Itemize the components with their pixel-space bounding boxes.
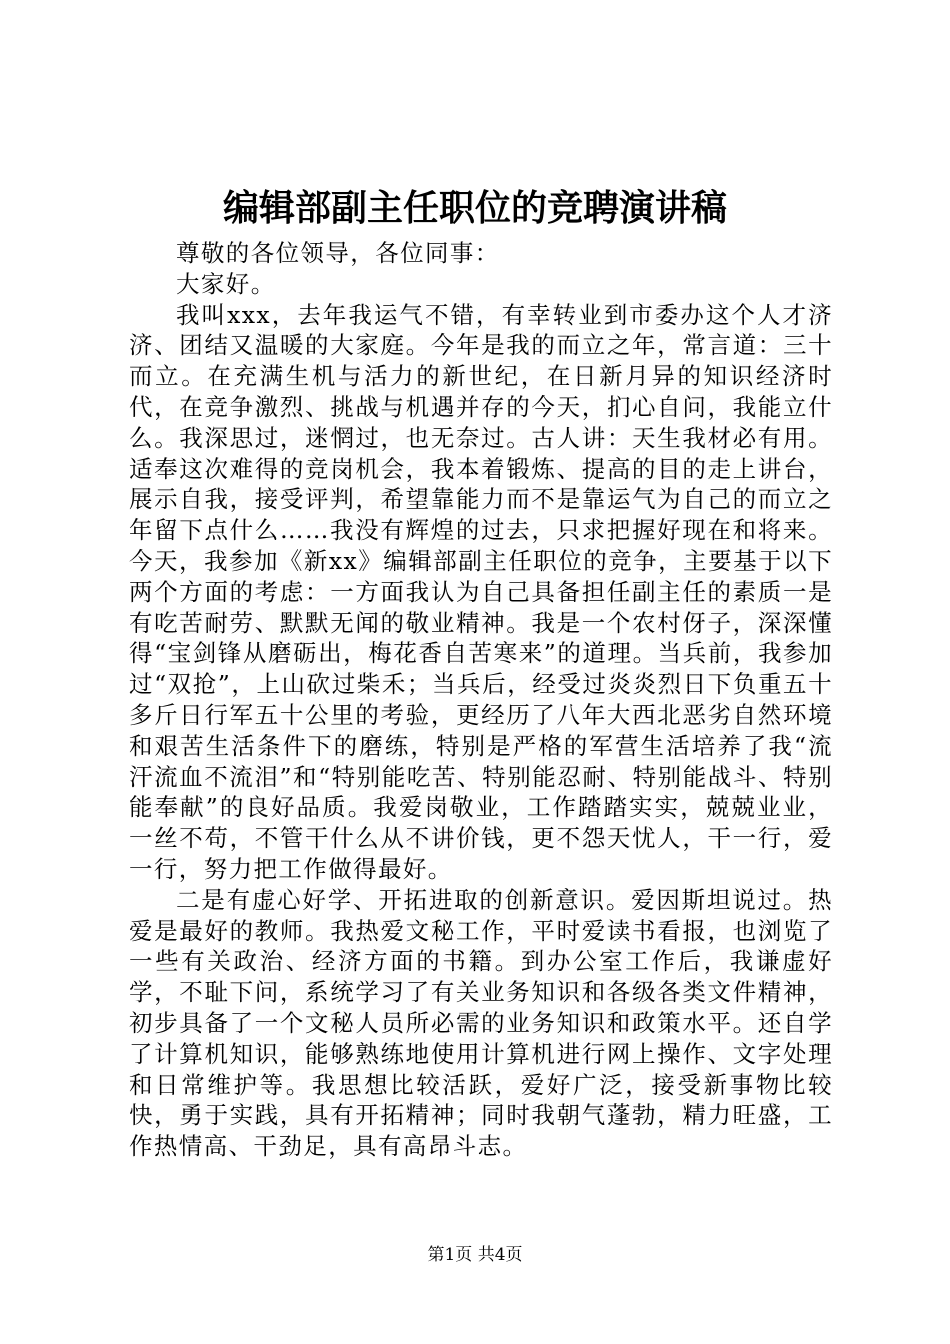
page-number-footer: 第1页 共4页 (427, 1245, 523, 1265)
salutation-paragraph: 尊敬的各位领导，各位同事： (176, 239, 500, 267)
body-paragraph-2: 二是有虚心好学、开拓进取的创新意识。爱因斯坦说过。热爱是最好的教师。我热爱文秘工作，平时爱读书看报，也浏览了一些有关政治、经济方面的书籍。到办公室工作后，我谦虚好学，不耻下问，系统学习了有关业务知识和各级各类文件精神，初步具备了一个文秘人员所必需的业务知识和政策水平。还自学了计算机知识，能够熟练地使用计算机进行网上操作、文字处理和日常维护等。我思想比较活跃，爱好广泛，接受新事物比较快，勇于实践，具有开拓精神；同时我朝气蓬勃，精力旺盛，工作热情高、干劲足，具有高昂斗志。 (129, 885, 833, 1161)
body-paragraph-1: 我叫xxx，去年我运气不错，有幸转业到市委办这个人才济济、团结又温暖的大家庭。今年是我的而立之年，常言道：三十而立。在充满生机与活力的新世纪，在日新月异的知识经济时代，在竞争激烈、挑战与机遇并存的今天，扪心自问，我能立什么。我深思过，迷惘过，也无奈过。古人讲：天生我材必有用。适奉这次难得的竞岗机会，我本着锻炼、提高的目的走上讲台，展示自我，接受评判，希望靠能力而不是靠运气为自己的而立之年留下点什么……我没有辉煌的过去，只求把握好现在和将来。今天，我参加《新xx》编辑部副主任职位的竞争，主要基于以下两个方面的考虑：一方面我认为自己具备担任副主任的素质一是有吃苦耐劳、默默无闻的敬业精神。我是一个农村伢子，深深懂得“宝剑锋从磨砺出，梅花香自苦寒来”的道理。当兵前，我参加过“双抢”，上山砍过柴禾；当兵后，经受过炎炎烈日下负重五十多斤日行军五十公里的考验，更经历了八年大西北恶劣自然环境和艰苦生活条件下的磨练，特别是严格的军营生活培养了我“流汗流血不流泪”和“特别能吃苦、特别能忍耐、特别能战斗、特别能奉献”的良好品质。我爱岗敬业，工作踏踏实实，兢兢业业，一丝不苟，不管干什么从不讲价钱，更不怨天忧人，干一行，爱一行，努力把工作做得最好。 (129, 300, 833, 883)
document-title: 编辑部副主任职位的竞聘演讲稿 (222, 187, 727, 229)
greeting-paragraph: 大家好。 (176, 269, 276, 298)
document-body (129, 238, 833, 1162)
